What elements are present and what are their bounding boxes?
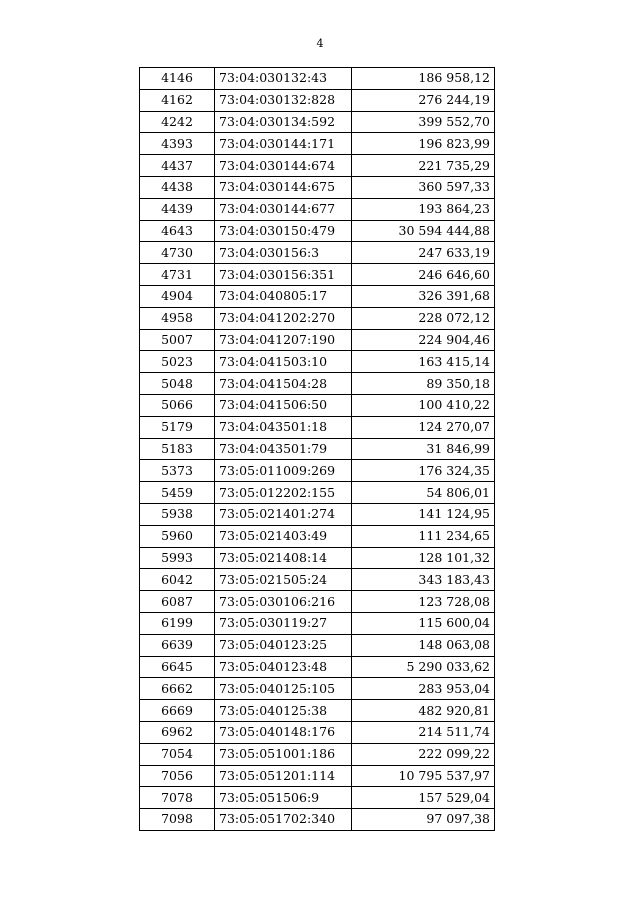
value-cell: 246 646,60: [352, 264, 495, 286]
table-row: [140, 656, 495, 678]
table-row: [140, 373, 495, 395]
cadastral-number-cell: 73:04:030150:479: [215, 220, 352, 242]
cadastral-number-cell: 73:05:040125:38: [215, 700, 352, 722]
value-cell: 193 864,23: [352, 198, 495, 220]
row-number-cell: 4904: [140, 285, 215, 307]
value-cell: 128 101,32: [352, 547, 495, 569]
table-row: [140, 612, 495, 634]
cadastral-number-cell: 73:05:021403:49: [215, 525, 352, 547]
value-cell: 148 063,08: [352, 634, 495, 656]
row-number-cell: 7056: [140, 765, 215, 787]
cadastral-number-cell: 73:05:030119:27: [215, 612, 352, 634]
row-number-cell: 4438: [140, 176, 215, 198]
value-cell: 326 391,68: [352, 285, 495, 307]
row-number-cell: 6962: [140, 721, 215, 743]
table-row: [140, 809, 495, 831]
table-row: [140, 220, 495, 242]
table-row: [140, 68, 495, 90]
cadastral-number-cell: 73:04:030132:43: [215, 68, 352, 90]
table-row: [140, 329, 495, 351]
row-number-cell: 7098: [140, 809, 215, 831]
cadastral-number-cell: 73:05:051702:340: [215, 809, 352, 831]
cadastral-number-cell: 73:04:030144:675: [215, 176, 352, 198]
cadastral-number-cell: 73:05:051506:9: [215, 787, 352, 809]
row-number-cell: 6199: [140, 612, 215, 634]
value-cell: 221 735,29: [352, 155, 495, 177]
cadastral-number-cell: 73:05:021505:24: [215, 569, 352, 591]
table-row: [140, 155, 495, 177]
table-row: [140, 438, 495, 460]
table-row: [140, 700, 495, 722]
table-row: [140, 460, 495, 482]
row-number-cell: 4643: [140, 220, 215, 242]
row-number-cell: 5066: [140, 394, 215, 416]
cadastral-number-cell: 73:05:040123:48: [215, 656, 352, 678]
cadastral-number-cell: 73:05:011009:269: [215, 460, 352, 482]
cadastral-number-cell: 73:05:021408:14: [215, 547, 352, 569]
table-row: [140, 787, 495, 809]
table-row: [140, 242, 495, 264]
cadastral-number-cell: 73:04:030132:828: [215, 89, 352, 111]
value-cell: 10 795 537,97: [352, 765, 495, 787]
table-row: [140, 285, 495, 307]
table-row: [140, 569, 495, 591]
value-cell: 97 097,38: [352, 809, 495, 831]
table-row: [140, 264, 495, 286]
value-cell: 224 904,46: [352, 329, 495, 351]
row-number-cell: 4437: [140, 155, 215, 177]
row-number-cell: 6639: [140, 634, 215, 656]
row-number-cell: 6669: [140, 700, 215, 722]
cadastral-number-cell: 73:04:030156:351: [215, 264, 352, 286]
row-number-cell: 4439: [140, 198, 215, 220]
table-row: [140, 198, 495, 220]
row-number-cell: 5960: [140, 525, 215, 547]
row-number-cell: 5179: [140, 416, 215, 438]
table-row: [140, 482, 495, 504]
row-number-cell: 4730: [140, 242, 215, 264]
row-number-cell: 5048: [140, 373, 215, 395]
value-cell: 360 597,33: [352, 176, 495, 198]
table-row: [140, 678, 495, 700]
cadastral-number-cell: 73:04:030134:592: [215, 111, 352, 133]
table-row: [140, 547, 495, 569]
cadastral-number-cell: 73:05:012202:155: [215, 482, 352, 504]
cadastral-number-cell: 73:04:041504:28: [215, 373, 352, 395]
cadastral-number-cell: 73:04:041503:10: [215, 351, 352, 373]
row-number-cell: 5183: [140, 438, 215, 460]
table-row: [140, 503, 495, 525]
value-cell: 214 511,74: [352, 721, 495, 743]
value-cell: 54 806,01: [352, 482, 495, 504]
cadastral-number-cell: 73:05:051201:114: [215, 765, 352, 787]
cadastral-number-cell: 73:05:051001:186: [215, 743, 352, 765]
cadastral-number-cell: 73:05:040125:105: [215, 678, 352, 700]
value-cell: 276 244,19: [352, 89, 495, 111]
row-number-cell: 5459: [140, 482, 215, 504]
value-cell: 111 234,65: [352, 525, 495, 547]
value-cell: 163 415,14: [352, 351, 495, 373]
value-cell: 115 600,04: [352, 612, 495, 634]
row-number-cell: 6662: [140, 678, 215, 700]
cadastral-number-cell: 73:04:030156:3: [215, 242, 352, 264]
cadastral-number-cell: 73:05:040123:25: [215, 634, 352, 656]
row-number-cell: 5007: [140, 329, 215, 351]
row-number-cell: 5023: [140, 351, 215, 373]
row-number-cell: 4242: [140, 111, 215, 133]
table-row: [140, 89, 495, 111]
table-row: [140, 591, 495, 613]
value-cell: 31 846,99: [352, 438, 495, 460]
table-row: [140, 307, 495, 329]
table-body: [140, 68, 495, 831]
table-row: [140, 765, 495, 787]
cadastral-number-cell: 73:04:041207:190: [215, 329, 352, 351]
table-row: [140, 111, 495, 133]
table-row: [140, 394, 495, 416]
value-cell: 196 823,99: [352, 133, 495, 155]
value-cell: 30 594 444,88: [352, 220, 495, 242]
row-number-cell: 7054: [140, 743, 215, 765]
value-cell: 283 953,04: [352, 678, 495, 700]
cadastral-number-cell: 73:05:030106:216: [215, 591, 352, 613]
row-number-cell: 6087: [140, 591, 215, 613]
value-cell: 186 958,12: [352, 68, 495, 90]
value-cell: 100 410,22: [352, 394, 495, 416]
value-cell: 222 099,22: [352, 743, 495, 765]
table-row: [140, 743, 495, 765]
value-cell: 5 290 033,62: [352, 656, 495, 678]
cadastral-number-cell: 73:04:041202:270: [215, 307, 352, 329]
table-row: [140, 721, 495, 743]
value-cell: 141 124,95: [352, 503, 495, 525]
table-row: [140, 176, 495, 198]
value-cell: 157 529,04: [352, 787, 495, 809]
value-cell: 228 072,12: [352, 307, 495, 329]
row-number-cell: 4731: [140, 264, 215, 286]
cadastral-number-cell: 73:04:043501:79: [215, 438, 352, 460]
table-row: [140, 133, 495, 155]
row-number-cell: 6042: [140, 569, 215, 591]
row-number-cell: 4162: [140, 89, 215, 111]
row-number-cell: 6645: [140, 656, 215, 678]
table-row: [140, 351, 495, 373]
value-cell: 124 270,07: [352, 416, 495, 438]
value-cell: 399 552,70: [352, 111, 495, 133]
data-table: [139, 67, 495, 831]
row-number-cell: 4146: [140, 68, 215, 90]
cadastral-number-cell: 73:04:030144:171: [215, 133, 352, 155]
row-number-cell: 5373: [140, 460, 215, 482]
value-cell: 247 633,19: [352, 242, 495, 264]
cadastral-number-cell: 73:05:021401:274: [215, 503, 352, 525]
cadastral-number-cell: 73:04:041506:50: [215, 394, 352, 416]
row-number-cell: 7078: [140, 787, 215, 809]
table-row: [140, 416, 495, 438]
value-cell: 89 350,18: [352, 373, 495, 395]
row-number-cell: 5993: [140, 547, 215, 569]
row-number-cell: 4958: [140, 307, 215, 329]
cadastral-number-cell: 73:04:043501:18: [215, 416, 352, 438]
cadastral-number-cell: 73:05:040148:176: [215, 721, 352, 743]
page-number: 4: [316, 37, 324, 50]
cadastral-number-cell: 73:04:030144:674: [215, 155, 352, 177]
cadastral-number-cell: 73:04:040805:17: [215, 285, 352, 307]
cadastral-number-cell: 73:04:030144:677: [215, 198, 352, 220]
row-number-cell: 5938: [140, 503, 215, 525]
table-row: [140, 634, 495, 656]
value-cell: 343 183,43: [352, 569, 495, 591]
row-number-cell: 4393: [140, 133, 215, 155]
value-cell: 123 728,08: [352, 591, 495, 613]
value-cell: 176 324,35: [352, 460, 495, 482]
table-row: [140, 525, 495, 547]
value-cell: 482 920,81: [352, 700, 495, 722]
